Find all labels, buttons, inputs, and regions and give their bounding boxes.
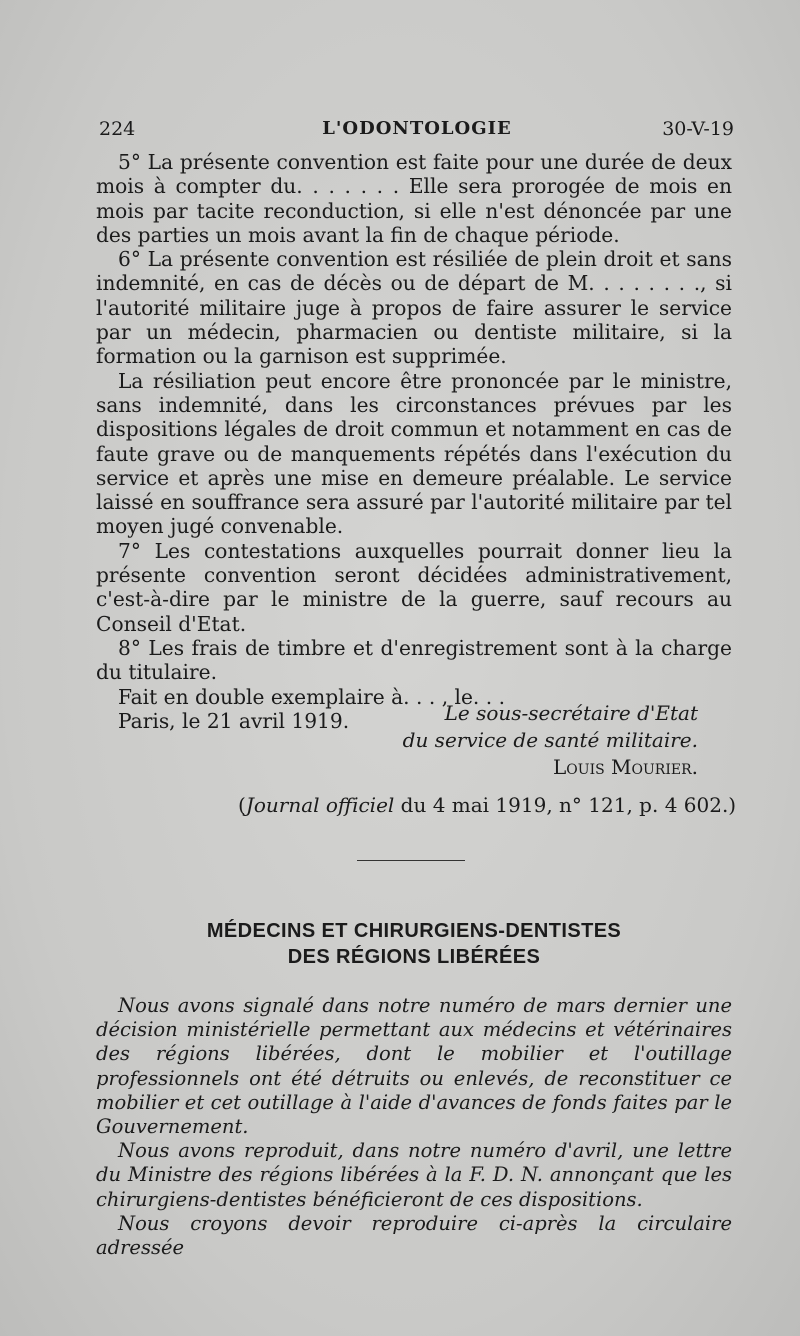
issue-date: 30-V-19 [662,118,734,140]
article-paragraph-2: Nous avons reproduit, dans notre numéro d'avril, une lettre du Ministre des régions libérées à la F. D. N. annonçant que les chirurgiens-dentistes bénéficieront de ces dispositions. [96,1139,732,1211]
source-citation [238,793,736,817]
article-paragraph-3: Nous croyons devoir reproduire ci-après la circulaire adressée [96,1211,732,1260]
clause-5: 5° La présente convention est faite pour une durée de deux mois à compter du. . . . . . . Elle sera prorogée de mois en mois par tacite reconduction, si elle n'est dénoncée par une des parties un mois avant la fin de chaque période. [96,150,732,247]
clause-8: 8° Les frais de timbre et d'enregistrement sont à la charge du titulaire. [96,635,732,685]
article-paragraph-1: Nous avons signalé dans notre numéro de mars dernier une décision ministérielle permettant aux médecins et vétérinaires des régions libérées, dont le mobilier et l'outillage professionnels ont été détruits ou enlevés, de reconstituer ce mobilier et cet outillage à l'aide d'avances de fonds faites par le Gouvernement. [96,994,732,1139]
journal-title: L'ODONTOLOGIE [322,118,512,139]
source-details: du 4 mai 1919, n° 121, p. 4 602.) [394,793,737,817]
page-number: 224 [99,118,136,140]
fait-line: Fait en double exemplaire à. . . , le. . . [118,684,506,709]
signature-title-line2: du service de santé militaire. [402,728,698,752]
source-journal: Journal officiel [245,793,395,817]
resiliation-paragraph: La résiliation peut encore être prononcée par le ministre, sans indemnité, dans les circonstances prévues par les dispositions légales de droit commun et notamment en cas de faute grave ou de manquements répétés dans l'exécution du service et après une mise en demeure préalable. Le service laissé en souffrance sera assuré par l'autorité militaire par tel moyen jugé convenable. [96,368,732,539]
signatory-name: Louis Mourier. [553,755,698,779]
signature-title-line1: Le sous-secrétaire d'Etat [444,701,698,725]
clause-6: 6° La présente convention est résiliée de plein droit et sans indemnité, en cas de décès ou de départ de M. . . . . . . ., si l'autorité militaire juge à propos de faire assurer le service par un médecin, pharmacien ou dentiste militaire, si la formation ou la garnison est supprimée. [96,247,732,369]
article-title-line2: DES RÉGIONS LIBÉRÉES [287,946,541,968]
clause-7: 7° Les contestations auxquelles pourrait donner lieu la présente convention seront décidées administrativement, c'est-à-dire par le ministre de la guerre, sauf recours au Conseil d'Etat. [96,538,732,636]
paris-date-line: Paris, le 21 avril 1919. [118,708,350,733]
running-header [97,118,737,144]
source-open-paren: ( [238,793,246,817]
article-title-line1: MÉDECINS ET CHIRURGIENS-DENTISTES [206,920,622,942]
section-divider [357,860,465,861]
article-title [96,918,732,970]
convention-text [96,150,732,733]
signature-block [96,700,698,781]
article-text [96,994,732,1260]
